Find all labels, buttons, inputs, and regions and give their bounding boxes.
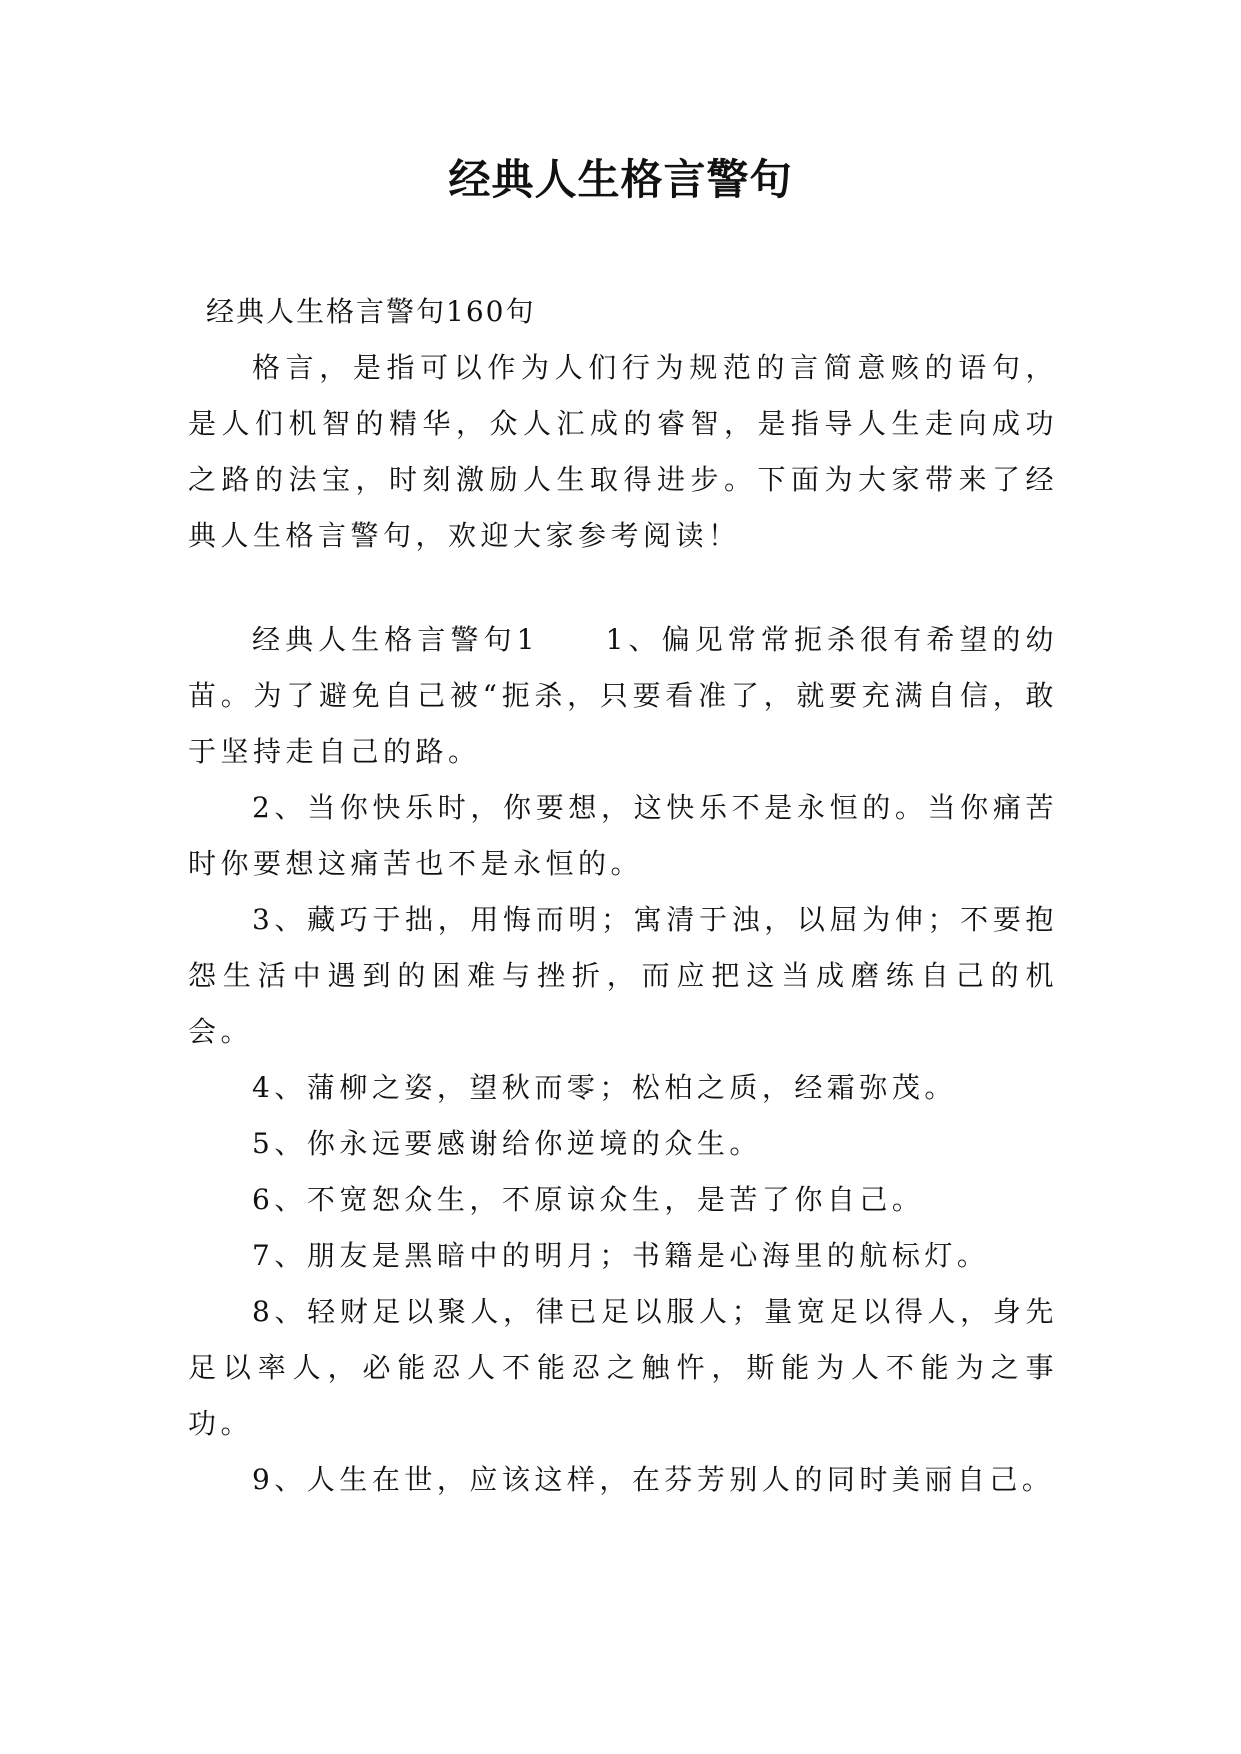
quote-item-9: 9、人生在世，应该这样，在芬芳别人的同时美丽自己。 — [252, 1463, 1055, 1496]
document-title: 经典人生格言警句 — [448, 155, 793, 204]
document-subtitle: 经典人生格言警句160句 — [206, 295, 536, 328]
document-body — [188, 284, 1058, 1508]
quote-item-6: 6、不宽恕众生，不原谅众生，是苦了你自己。 — [252, 1183, 925, 1216]
section-heading-item-1: 经典人生格言警句1 1、偏见常常扼杀很有希望的幼苗。为了避免自己被“扼杀，只要看准了，就要充满自信，敢于坚持走自己的路。 — [188, 623, 1058, 768]
paragraph-spacer — [188, 564, 1058, 612]
quote-item-7: 7、朋友是黑暗中的明月；书籍是心海里的航标灯。 — [252, 1239, 990, 1272]
quote-item-8: 8、轻财足以聚人，律已足以服人；量宽足以得人，身先足以率人，必能忍人不能忍之触忤，斯能为人不能为之事功。 — [188, 1295, 1058, 1440]
quote-item-5: 5、你永远要感谢给你逆境的众生。 — [252, 1127, 762, 1160]
intro-paragraph: 格言，是指可以作为人们行为规范的言简意赅的语句，是人们机智的精华，众人汇成的睿智，是指导人生走向成功之路的法宝，时刻激励人生取得进步。下面为大家带来了经典人生格言警句，欢迎大家参考阅读！ — [188, 351, 1058, 552]
quote-item-2: 2、当你快乐时，你要想，这快乐不是永恒的。当你痛苦时你要想这痛苦也不是永恒的。 — [188, 791, 1058, 880]
quote-item-3: 3、藏巧于拙，用悔而明；寓清于浊，以屈为伸；不要抱怨生活中遇到的困难与挫折，而应把这当成磨练自己的机会。 — [188, 903, 1058, 1048]
quote-item-4: 4、蒲柳之姿，望秋而零；松柏之质，经霜弥茂。 — [252, 1071, 957, 1104]
